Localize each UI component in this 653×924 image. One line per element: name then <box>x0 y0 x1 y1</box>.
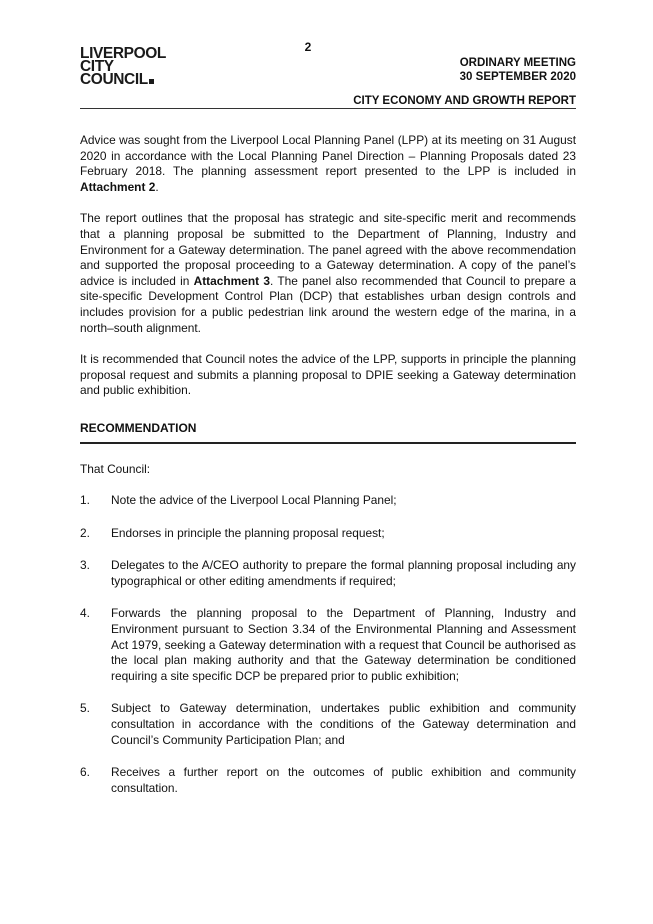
list-item-number: 4. <box>80 606 90 621</box>
logo-line-3: COUNCIL <box>80 71 148 88</box>
attachment-2-ref: Attachment 2 <box>80 179 156 194</box>
paragraph-lpp-advice: Advice was sought from the Liverpool Local Planning Panel (LPP) at its meeting on 31 August 2020 in accordance with the Local Planning Panel Direction – Planning Proposals dated 23 February 2018. The planning assessment report presented to the LPP is included in Attachment 2. <box>80 133 576 194</box>
list-item-text: Subject to Gateway determination, undertakes public exhibition and community consultation in accordance with the conditions of the Gateway determination and Council’s Community Participation Plan; and <box>111 701 576 747</box>
list-item <box>80 606 576 684</box>
list-item <box>80 526 576 542</box>
page-number: 2 <box>304 40 312 54</box>
attachment-3-ref: Attachment 3 <box>193 273 270 288</box>
council-logo <box>80 47 166 86</box>
paragraph-recommended: It is recommended that Council notes the advice of the LPP, supports in principle the planning proposal request and submits a planning proposal to DPIE seeking a Gateway determination and public exhibition. <box>80 352 576 398</box>
list-item-text: Forwards the planning proposal to the Department of Planning, Industry and Environment pursuant to Section 3.34 of the Environmental Planning and Assessment Act 1979, seeking a Gateway determination with a request that Council be authorised as the local plan making authority and that the Gateway determination be conditioned requiring a site specific DCP be prepared prior to public exhibition; <box>111 606 576 683</box>
list-item-number: 6. <box>80 765 90 780</box>
list-item <box>80 701 576 748</box>
meeting-title: ORDINARY MEETING <box>459 57 576 69</box>
list-item <box>80 493 576 509</box>
logo-line-2: CITY <box>80 58 114 75</box>
list-item-text: Receives a further report on the outcomes of public exhibition and community consultation. <box>111 765 576 795</box>
list-item <box>80 558 576 589</box>
logo-dot-icon <box>149 79 154 84</box>
list-item-number: 3. <box>80 558 90 573</box>
list-item-text: Endorses in principle the planning proposal request; <box>111 525 385 540</box>
list-item-number: 1. <box>80 493 90 508</box>
logo-line-1: LIVERPOOL <box>80 45 166 62</box>
list-item-text: Note the advice of the Liverpool Local Planning Panel; <box>111 493 397 508</box>
report-header <box>353 56 576 108</box>
header-divider <box>80 108 576 109</box>
recommendation-list <box>80 493 576 796</box>
list-item-number: 5. <box>80 701 90 716</box>
list-item-number: 2. <box>80 525 90 540</box>
recommendation-heading: RECOMMENDATION <box>80 421 576 444</box>
list-item-text: Delegates to the A/CEO authority to prepare the formal planning proposal including any typographical or other editing amendments if required; <box>111 558 576 588</box>
recommendation-lead: That Council: <box>80 461 151 476</box>
document-body <box>80 133 576 813</box>
report-title: CITY ECONOMY AND GROWTH REPORT <box>353 95 576 107</box>
meeting-date: 30 SEPTEMBER 2020 <box>459 71 576 83</box>
list-item <box>80 765 576 796</box>
paragraph-report-outline: The report outlines that the proposal has strategic and site-specific merit and recommends that a planning proposal be submitted to the Department of Planning, Industry and Environment for a Gateway determination. The panel agreed with the above recommendation and supported the proposal proceeding to a Gateway determination. A copy of the panel’s advice is included in Attachment 3. The panel also recommended that Council to prepare a site-specific Development Control Plan (DCP) that establishes urban design controls and includes provision for a public pedestrian link around the western edge of the marina, in a north–south alignment. <box>80 211 576 335</box>
